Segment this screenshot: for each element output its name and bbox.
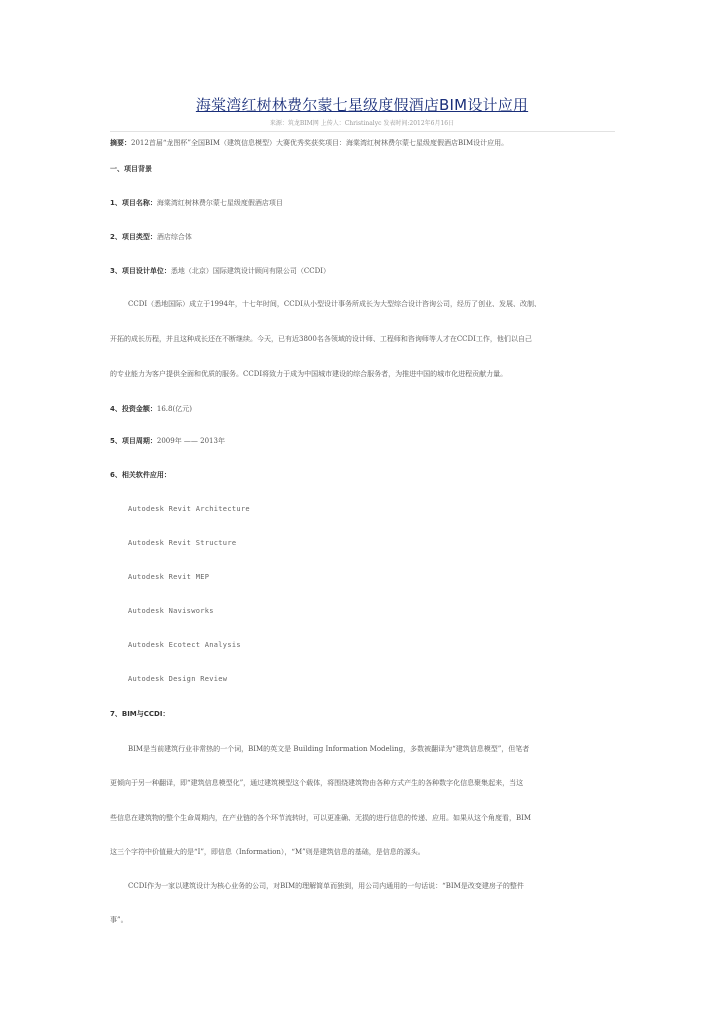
summary-text: 2012首届“龙图杯”全国BIM（建筑信息模型）大赛优秀奖获奖项目：海棠湾红树林费尔蒙七星级度假酒店BIM设计应用。 [131,139,509,147]
project-name-label: 1、项目名称： [110,199,157,207]
paragraph-line: 更倾向于另一种翻译，即“建筑信息模型化”，通过建筑模型这个载体，将围绕建筑物由各种方式产生的各种数字化信息聚集起来，当这 [110,779,524,787]
summary-label: 摘要： [110,139,131,147]
project-type-value: 酒店综合体 [156,233,192,241]
paragraph-line: BIM是当前建筑行业非常热的一个词，BIM的英文是 Building Information Modeling，多数被翻译为“建筑信息模型”，但笔者 [128,745,530,753]
software-item: Autodesk Design Review [128,675,228,683]
bim-ccdi-heading: 7、BIM与CCDI： [110,710,170,718]
project-period-line [110,436,225,446]
project-period-value: 2009年 —— 2013年 [156,437,225,445]
paragraph-line: CCDI作为一家以建筑设计为核心业务的公司，对BIM的理解简单而独到，用公司内通用的一句话说：“BIM是改变建房子的整件 [128,882,524,890]
software-heading-line [110,470,171,480]
software-item: Autodesk Revit MEP [128,573,210,581]
paragraph-line: 事”。 [110,916,128,924]
section-heading-background [110,164,152,174]
investment-line [110,404,192,414]
article-title[interactable]: 海棠湾红树林费尔蒙七星级度假酒店BIM设计应用 [195,96,529,114]
paragraph-line: 开拓的成长历程，并且这种成长还在不断继续。今天，已有近3800名各领域的设计师、工程师和咨询师等人才在CCDI工作，他们以自己 [110,335,532,343]
paragraph-line: CCDI（悉地国际）成立于1994年，十七年时间，CCDI从小型设计事务所成长为大型综合设计咨询公司，经历了创业、发展、改制、 [128,300,541,308]
paragraph-line: 的专业能力为客户提供全面和优质的服务。CCDI将致力于成为中国城市建设的综合服务者，为推进中国的城市化进程贡献力量。 [110,370,508,378]
section-heading-text: 一、项目背景 [110,165,152,173]
software-item: Autodesk Ecotect Analysis [128,641,241,649]
project-period-label: 5、项目周期： [110,437,157,445]
software-item: Autodesk Revit Structure [128,539,237,547]
project-type-label: 2、项目类型： [110,233,157,241]
paragraph-line: 些信息在建筑物的整个生命周期内，在产业链的各个环节流转时，可以更准确、无损的进行信息的传递、应用。如果从这个角度看，BIM [110,814,532,822]
software-item: Autodesk Navisworks [128,607,214,615]
paragraph-line: 这三个字符中价值最大的是“I”，即信息（Information），“M”则是建筑信息的基础，是信息的源头。 [110,848,425,856]
investment-value: 16.8(亿元) [156,405,192,413]
title-divider [110,131,615,132]
project-name-line [110,198,283,208]
design-unit-line [110,266,330,276]
project-name-value: 海棠湾红树林费尔蒙七星级度假酒店项目 [156,199,283,207]
design-unit-label: 3、项目设计单位： [110,267,171,275]
software-heading: 6、相关软件应用： [110,471,171,479]
design-unit-value: 悉地（北京）国际建筑设计顾问有限公司（CCDI） [170,267,330,275]
project-type-line [110,232,192,242]
software-item: Autodesk Revit Architecture [128,505,250,513]
investment-label: 4、投资金额： [110,405,157,413]
bim-ccdi-heading-line [110,709,169,719]
summary-line [110,138,508,148]
article-meta: 来源：筑龙BIM网 上传人：Christinalyc 发表时间:2012年6月16日 [269,120,455,127]
